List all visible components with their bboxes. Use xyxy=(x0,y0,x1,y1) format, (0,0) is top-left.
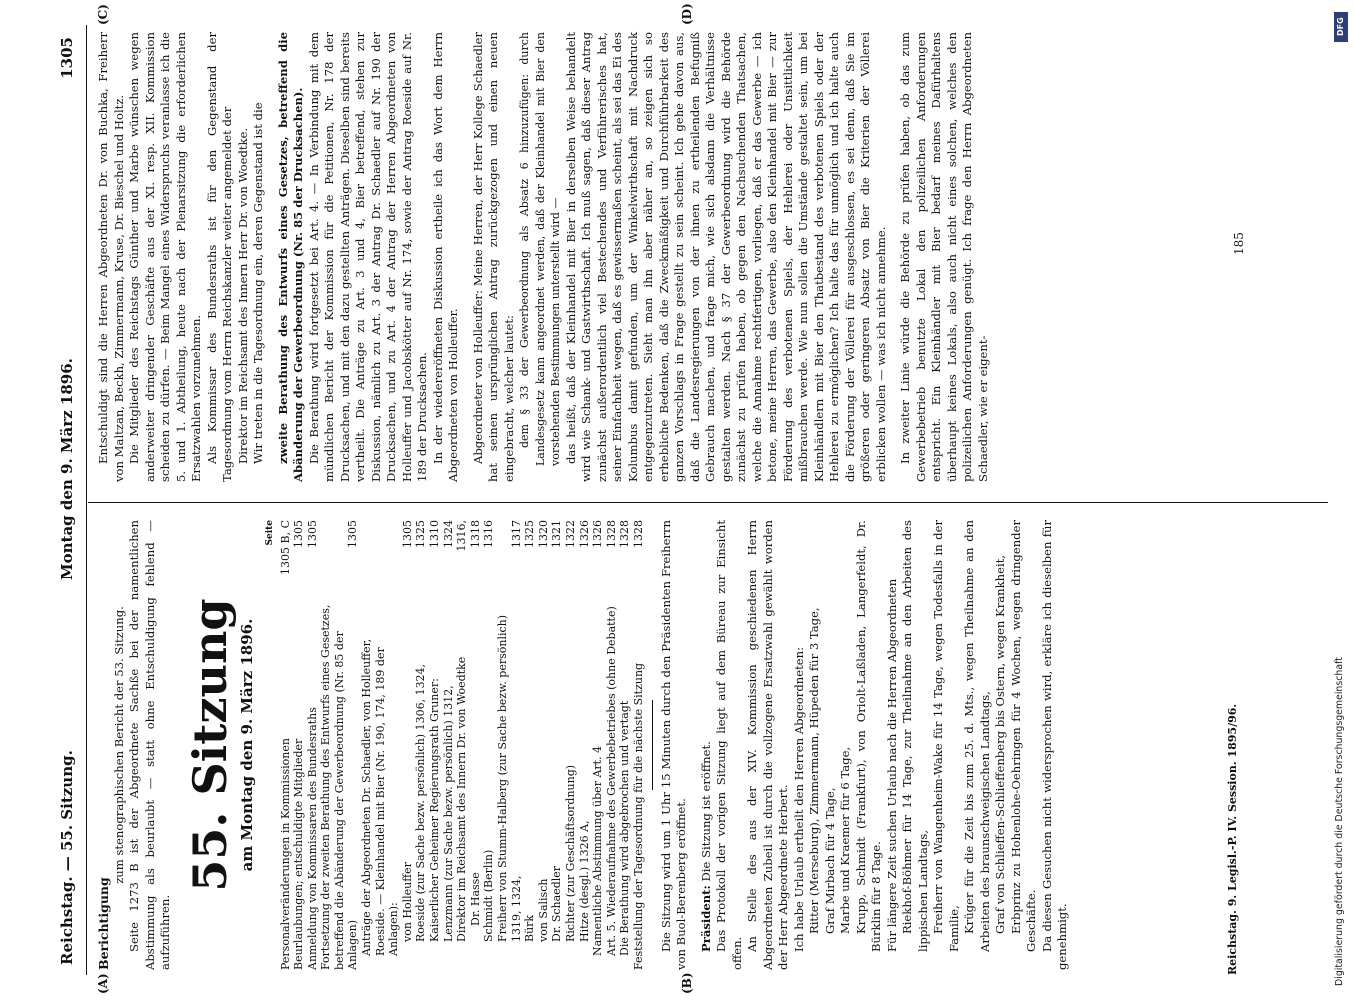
list-item: Riekhof-Böhmer für 14 Tage, zur Theilnahme an den Arbeiten des lippischen Landtags, xyxy=(900,520,930,952)
body-paragraph: Abgeordneter von Holleuffer: Meine Herren, der Herr Kollege Schaedler hat seinen ursprünglichen Antrag zurückgezogen und einen neuen eingebracht, welcher lautet: xyxy=(470,32,516,482)
body-paragraph: zweite Berathung des Entwurfs eines Gesetzes, betreffend die Abänderung der Gewerbeordnung (Nr. 85 der Drucksachen). xyxy=(275,32,305,482)
toc-entry xyxy=(360,520,401,970)
body-paragraph: Wir treten in die Tagesordnung ein, deren Gegenstand ist die xyxy=(251,102,265,464)
toc-entry-text: Anträge der Abgeordneten Dr. Schaedler, von Holleuffer, Roeside. — Kleinhandel mit Bier (Nr. 190, 174, 189 der Anlagen): xyxy=(360,638,401,956)
longer-leave-list xyxy=(900,520,1040,970)
toc-entry-page: 1321 xyxy=(550,520,564,548)
toc-entry-page: 1305 xyxy=(400,520,414,548)
toc-entry-page: 1318 xyxy=(468,520,482,548)
toc-entry-page: 1322 xyxy=(563,520,577,548)
header-center: Montag den 9. März 1896. xyxy=(58,358,76,580)
toc-entry-page: 1328 xyxy=(631,520,645,548)
toc-entry-text: Dr. Hasse xyxy=(468,872,482,926)
dfg-logo-icon: DFG xyxy=(1334,12,1348,42)
running-header xyxy=(58,25,82,975)
toc-entry-page: 1326 xyxy=(577,520,591,548)
toc-entry-text: Namentliche Abstimmung über Art. 4 xyxy=(591,745,605,956)
toc-entry xyxy=(469,520,483,970)
toc-entry xyxy=(482,520,496,970)
body-paragraph: In zweiter Linie würde die Behörde zu prüfen haben, ob das zum Gewerbebetrieb benutzte Lokal den polizeilichen Anforderungen entspricht. Ein Kleinhändler mit Bier bedarf meines Dafürhaltens überhaupt keines Lokals, also auch nicht eines solchen, welches den polizeilichen Anforderungen genügt. Ich frage den Herrn Abgeordneten Schaedler, wie er eigent- xyxy=(898,32,990,482)
list-item: Ritter (Merseburg), Zimmermann, Hüpeden für 3 Tage, xyxy=(807,607,822,934)
table-of-contents xyxy=(279,520,646,970)
toc-entry-page: 1305 xyxy=(292,520,306,548)
toc-entry xyxy=(591,520,605,970)
section-rule xyxy=(652,700,653,790)
digitization-note: Digitalisierung gefördert durch die Deutsche Forschungsgemeinschaft xyxy=(1334,657,1345,986)
digitization-sidebar xyxy=(1333,6,1349,996)
toc-entry xyxy=(279,520,293,970)
toc-column-header: Seite xyxy=(265,520,275,546)
toc-entry-page: 1328 xyxy=(604,520,618,548)
leave-list xyxy=(807,520,885,970)
toc-entry-text: Beurlaubungen; entschuldigte Mitglieder xyxy=(292,738,306,970)
toc-entry xyxy=(632,520,646,970)
toc-entry-text: Fortsetzung der zweiten Berathung des Entwurfs eines Gesetzes, betreffend die Abänderung der Gewerbeordnung (Nr. 85 der Anlagen) xyxy=(319,604,360,970)
toc-entry-text: Bürk xyxy=(523,914,537,942)
president-text: Die Sitzung ist eröffnet. xyxy=(698,741,713,882)
toc-entry xyxy=(455,520,469,970)
toc-entry xyxy=(564,520,578,970)
margin-mark-c: (C) xyxy=(96,4,110,25)
toc-entry xyxy=(414,520,428,970)
correction-heading: Berichtigung xyxy=(96,877,111,970)
margin-mark-a: (A) xyxy=(96,973,110,994)
body-paragraph: das heißt, daß der Kleinhandel mit Bier in derselben Weise behandelt wird wie Schank- und Gastwirthschaft. Ich muß sagen, daß dieser Antrag zunächst außerordentlich viel Bestechendes und Verführerisches hat, seiner Einfachheit wegen, daß es gewissermaßen scheint, als sei das Ei des Kolumbus damit gefunden, um der Winkelwirthschaft mit Nachdruck entgegenzutreten. Sieht man ihn aber näher an, so zeigen sich so erhebliche Bedenken, daß die Zweckmäßigkeit und Durchführbarkeit des ganzen Vorschlags in Frage gestellt zu sein scheint. Ich gehe davon aus, daß die Landesregierungen von der ihnen zu ertheilenden Befugniß Gebrauch machen, und frage mich, wie sich alsdann die Verhältnisse gestalten werden. Nach § 37 der Gewerbeordnung wird die Behörde zunächst zu prüfen haben, ob gegen den Nachsuchenden Thatsachen, welche die Annahme rechtfertigen, vorliegen, daß er das Gewerbe — ich betone, meine Herren, das Gewerbe, also den Kleinhandel mit Bier — zur Förderung des verbotenen Spiels, der Hehlerei oder Unsittlichkeit mißbrauchen werde. Wie nun sollen die Umstände gestaltet sein, um bei Kleinhändlern mit Bier den Thatbestand des verbotenen Spiels oder der Hehlerei zu ermöglichen? Ich halte das für unmöglich und ich halte auch die Förderung der Völlerei für ausgeschlossen, es sei denn, daß Sie im größeren oder geringeren Absatz von Bier die Kriterien der Völlerei erblicken wollen — was ich nicht annehme. xyxy=(563,32,888,482)
correction-text: Seite 1273 B ist der Abgeordnete Sachße bei der namentlichen Abstimmung als beurlaubt — statt ohne Entschuldigung fehlend — aufzuführen. xyxy=(127,520,172,970)
toc-entry-text: Feststellung der Tagesordnung für die nächste Sitzung xyxy=(631,662,645,970)
toc-entry-page: 1325 xyxy=(523,520,537,548)
toc-entry-text: von Holleuffer xyxy=(400,862,414,942)
toc-entry xyxy=(442,520,456,970)
toc-entry-text: Schmidt (Berlin) xyxy=(482,849,496,942)
toc-entry xyxy=(428,520,442,970)
closing-paragraph: Da diesen Gesuchen nicht widersprochen wird, erkläre ich dieselben für genehmigt. xyxy=(1039,520,1070,970)
column-divider xyxy=(88,502,1328,503)
toc-entry xyxy=(578,520,592,970)
session-date: am Montag den 9. März 1896. xyxy=(237,618,256,872)
toc-entry-text: Richter (zur Geschäftsordnung) xyxy=(563,764,577,942)
longer-leave-intro: Für längere Zeit suchen Urlaub nach die Herren Abgeordneten xyxy=(884,578,899,952)
toc-entry-text: Lenzmann (zur Sache bezw. persönlich) 1312, xyxy=(441,685,455,942)
leave-intro: Ich habe Urlaub ertheilt den Herren Abgeordneten: xyxy=(791,647,806,952)
margin-mark-b: (B) xyxy=(680,972,694,994)
body-paragraph: Die Mitglieder des Reichstags Günther und Marbe wünschen wegen anderweiter dringender Geschäfte aus der XI. resp. XII. Kommission scheiden zu dürfen. — Beim Mangel eines Widerspruchs veranlasse ich die 5. und 1. Abtheilung, heute nach der Plenarsitzung die erforderlichen Ersatzwahlen vorzunehmen. xyxy=(127,32,203,482)
toc-entry-page: 1320 xyxy=(536,520,550,548)
toc-entry xyxy=(605,520,619,970)
toc-entry-page: 1325 xyxy=(414,520,428,548)
toc-entry-page: 1317 xyxy=(509,520,523,548)
toc-entry-page: 1305 B, C xyxy=(278,520,292,575)
toc-entry-page: 1326 xyxy=(591,520,605,548)
toc-entry-page: 1324 xyxy=(441,520,455,548)
toc-entry xyxy=(550,520,564,970)
toc-entry-text: Art. 5. Wiederaufnahme des Gewerbebetriebes (ohne Debatte) xyxy=(604,606,618,956)
list-item: Graf Mirbach für 4 Tage, xyxy=(822,787,837,934)
header-page-number: 1305 xyxy=(58,37,76,79)
toc-entry xyxy=(523,520,537,970)
toc-entry xyxy=(537,520,551,970)
correction-subheading: zum stenographischen Bericht der 53. Sitzung. xyxy=(111,606,126,884)
list-item: Krüger für die Zeit bis zum 25. d. Mts., wegen Theilnahme an den Arbeiten des braunschweigischen Landtags, xyxy=(962,520,992,952)
margin-mark-d: (D) xyxy=(680,3,694,25)
toc-entry-page: 1305 xyxy=(346,520,360,548)
toc-entry-text: Dr. Schaedler xyxy=(550,865,564,942)
toc-entry xyxy=(401,520,415,970)
toc-entry-page: 1305 xyxy=(305,520,319,548)
toc-entry-page: 1328 xyxy=(618,520,632,548)
right-column xyxy=(96,32,991,482)
body-paragraph: In der wiedereröffneten Diskussion ertheile ich das Wort dem Herrn Abgeordneten von Holleuffer. xyxy=(430,32,460,482)
toc-entry-text: Die Berathung wird abgebrochen und vertagt xyxy=(618,700,632,956)
list-item: Erbprinz zu Hohenlohe-Oehringen für 4 Wochen, wegen dringender Geschäfte. xyxy=(1008,520,1039,952)
toc-entry xyxy=(496,520,523,970)
toc-entry xyxy=(306,520,320,970)
toc-entry-page xyxy=(360,520,401,584)
footer-session-info: Reichstag. 9. Legisl.-P. IV. Session. 1895/96. xyxy=(1226,703,1239,975)
body-paragraph: Entschuldigt sind die Herren Abgeordneten Dr. von Buchka, Freiherr von Maltzan, Beckh, Zimmermann, Kruse, Dr. Bieschel und Holtz. xyxy=(96,32,126,482)
list-item: Marbe und Kraemer für 6 Tage, xyxy=(838,746,853,934)
footer-page-number: 185 xyxy=(1232,232,1246,255)
toc-entry-text: Anmeldung von Kommissaren des Bundesraths xyxy=(305,707,319,970)
toc-entry-text: Direktor im Reichsamt des Innern Dr. von Woedtke xyxy=(455,656,469,942)
list-item: Graf von Schlieffen-Schlieffenberg bis Ostern, wegen Krankheit, xyxy=(993,554,1008,934)
toc-entry-page: 1310 xyxy=(428,520,442,548)
toc-entry-page: 1316, xyxy=(455,520,469,552)
body-paragraph: dem § 33 der Gewerbeordnung als Absatz 6 hinzuzufügen: durch Landesgesetz kann angeordnet werden, daß der Kleinhandel mit Bier den vorstehenden Bestimmungen unterstellt wird — xyxy=(518,32,562,466)
president-label: Präsident: xyxy=(698,885,713,952)
left-column xyxy=(96,520,1071,970)
toc-entry xyxy=(618,520,632,970)
president-statement xyxy=(699,520,715,970)
toc-entry-page: 1316 xyxy=(482,520,496,548)
toc-entry-text: Freiherr von Stumm-Halberg (zur Sache bezw. persönlich) 1319, 1324, xyxy=(496,614,523,942)
toc-entry-text: Hitze (desgl.) 1326 A, xyxy=(577,820,591,942)
toc-entry xyxy=(292,520,306,970)
body-paragraph: Die Berathung wird fortgesetzt bei Art. 4. — In Verbindung mit dem mündlichen Bericht der Kommission für die Petitionen, Nr. 178 der Drucksachen, und mit den dazu gestellten Anträgen. Dieselben sind bereits vertheilt. Die Anträge zu Art. 3 und 4, Bier betreffend, stehen zur Diskussion, nämlich zu Art. 3 der Antrag Dr. Schaedler auf Nr. 190 der Drucksachen, und zu Art. 4 der Antrag der Herren Abgeordneten von Holleuffer und Jacobskötter auf Nr. 174, sowie der Antrag Roeside auf Nr. 189 der Drucksachen. xyxy=(306,32,429,482)
opening-paragraph: Die Sitzung wird um 1 Uhr 15 Minuten durch den Präsidenten Freiherrn von Buol-Berenberg eröffnet. xyxy=(658,520,689,970)
session-title: 55. Sitzung xyxy=(182,598,237,892)
body-paragraph: Als Kommissar des Bundesraths ist für den Gegenstand der Tagesordnung vom Herrn Reichskanzler weiter angemeldet der xyxy=(204,32,234,482)
toc-entry-text: Roeside (zur Sache bezw. persönlich) 1306, 1324, xyxy=(414,663,428,942)
toc-entry-text: Kaiserlicher Geheimer Regierungsrath Gruner: xyxy=(428,678,442,942)
header-rule xyxy=(86,25,87,975)
list-item: Krupp, Schmidt (Frankfurt), von Oriolt-Laßladen, Langerfeldt, Dr. Bürklin für 8 Tage. xyxy=(853,520,884,952)
body-paragraph: Direktor im Reichsamt des Innern Herr Dr. von Woedtke. xyxy=(235,127,250,464)
list-item: Freiherr von Wangenheim-Wake für 14 Tage, wegen Todesfalls in der Familie, xyxy=(931,520,961,952)
header-left: Reichstag. — 55. Sitzung. xyxy=(58,750,76,965)
commission-paragraph: An Stelle des aus der XIV. Kommission geschiedenen Herrn Abgeordneten Zubeil ist durch die vollzogene Ersatzwahl gewählt worden der Herr Abgeordnete Herbert. xyxy=(745,520,791,970)
toc-entry xyxy=(319,520,360,970)
protocol-paragraph: Das Protokoll der vorigen Sitzung liegt auf dem Büreau zur Einsicht offen. xyxy=(714,520,744,970)
toc-entry-text: Personalveränderungen in Kommissionen xyxy=(278,738,292,970)
toc-entry-text: von Salisch xyxy=(536,878,550,942)
